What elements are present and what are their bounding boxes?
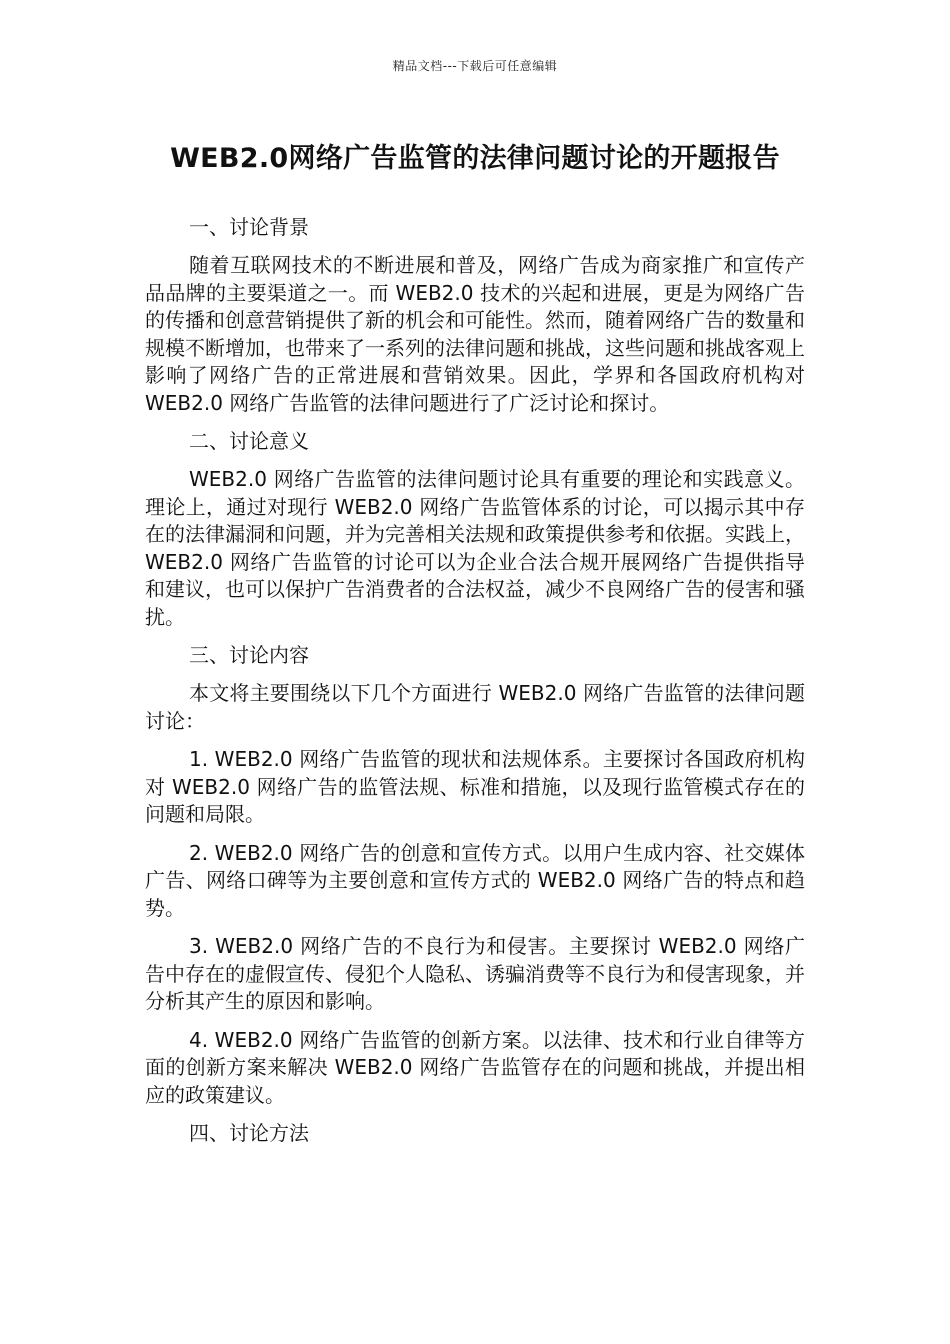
document-title: WEB2.0网络广告监管的法律问题讨论的开题报告: [170, 143, 780, 174]
section-heading-content: 三、讨论内容: [189, 643, 309, 667]
page-header: 精品文档---下载后可任意编辑: [392, 59, 558, 73]
document-body: [145, 214, 805, 1158]
list-item: 4. WEB2.0 网络广告监管的创新方案。以法律、技术和行业自律等方面的创新方案来解决 WEB2.0 网络广告监管存在的问题和挑战，并提出相应的政策建议。: [145, 1027, 805, 1107]
list-item: 3. WEB2.0 网络广告的不良行为和侵害。主要探讨 WEB2.0 网络广告中存在的虚假宣传、侵犯个人隐私、诱骗消费等不良行为和侵害现象，并分析其产生的原因和影响。: [145, 934, 805, 1013]
paragraph-background: 随着互联网技术的不断进展和普及，网络广告成为商家推广和宣传产品品牌的主要渠道之一。而 WEB2.0 技术的兴起和进展，更是为网络广告的传播和创意营销提供了新的机会和可能性。然而，随着网络广告的数量和规模不断增加，也带来了一系列的法律问题和挑战，这些问题和挑战客观上影响了网络广告的正常进展和营销效果。因此，学界和各国政府机构对 WEB2.0 网络广告监管的法律问题进行了广泛讨论和探讨。: [145, 253, 805, 415]
list-item: 1. WEB2.0 网络广告监管的现状和法规体系。主要探讨各国政府机构对 WEB2.0 网络广告的监管法规、标准和措施，以及现行监管模式存在的问题和局限。: [145, 747, 805, 826]
paragraph-significance: WEB2.0 网络广告监管的法律问题讨论具有重要的理论和实践意义。理论上，通过对现行 WEB2.0 网络广告监管体系的讨论，可以揭示其中存在的法律漏洞和问题，并为完善相关法规和政策提供参考和依据。实践上，WEB2.0 网络广告监管的讨论可以为企业合法合规开展网络广告提供指导和建议，也可以保护广告消费者的合法权益，减少不良网络广告的侵害和骚扰。: [145, 467, 805, 629]
section-heading-significance: 二、讨论意义: [189, 429, 309, 453]
section-heading-method: 四、讨论方法: [189, 1121, 309, 1145]
list-item: 2. WEB2.0 网络广告的创意和宣传方式。以用户生成内容、社交媒体广告、网络口碑等为主要创意和宣传方式的 WEB2.0 网络广告的特点和趋势。: [145, 840, 805, 920]
paragraph-content-intro: 本文将主要围绕以下几个方面进行 WEB2.0 网络广告监管的法律问题讨论：: [145, 681, 805, 733]
section-heading-background: 一、讨论背景: [189, 215, 309, 239]
